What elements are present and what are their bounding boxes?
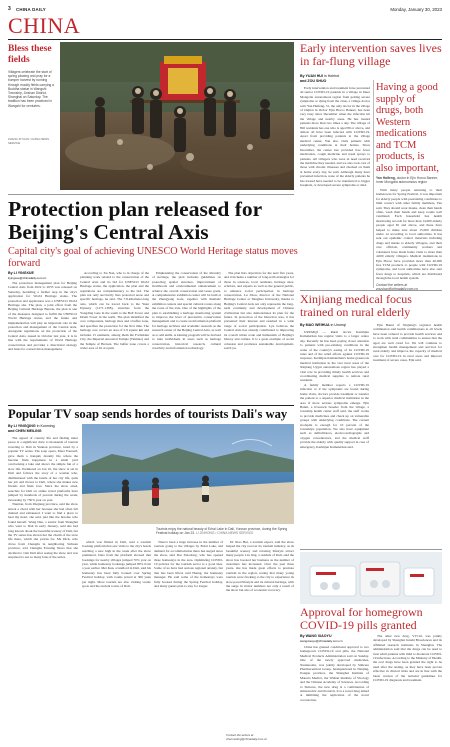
telemed-headline: Early intervention saves lives in far-flung village (300, 41, 442, 68)
drug-author-email: wangxiaoyu@chinadaily.com.cn (300, 639, 343, 643)
drug-headline: Approval for homegrown COVID-19 pills granted (300, 605, 423, 632)
drug-illustration (300, 552, 442, 604)
drug-photo (300, 552, 442, 604)
xinjiang-author: By MAO WEIHUA (300, 323, 330, 327)
section-title: CHINA (8, 13, 81, 38)
bless-headline: Bless these fields (8, 44, 52, 65)
bless-caption: Villagers celebrate the start of spring plowing and pray for a bumper harvest by running through muddy fields carrying a Buddha statue in Wangshi Township, Jinshan District, Shanghai on Saturday. The tradition has been practiced in Wangshi for centuries. (8, 70, 54, 108)
dali-body-2: Tiantian, from Zhejiang province, said the show struck a chord with her because she had often felt drained and exhausted. I want to find a place to heal my heart, she said, just like the heroine who found herself. Wang Dan, a tourist from Shanghai who went to Dali in early January, said she had long known about the beautiful scenery of Dali, but the TV series has shown her the charm of the slow life there, which she yearns for. Ms Dick, who drove from Chengdu in neighboring Sichuan province, told Chengdu Evening News that she decided to visit Dali after seeing the show and was surprised to see so many fans of the series. (8, 502, 78, 559)
drug-body-1: China has granted conditional approval to two homegrown COVID-19 oral pills, the National Medical Products Administration said on Sunday. One of the newly approved medicines, Xiannuoxin, was jointly developed by Simcere Pharmaceutical Group, headquartered in Nanjing, Jiangsu province, the Shanghai Institute of Materia Medica, the Wuhan Institute of Virology and the Chinese Academy of Sciences. According to Simcere, the new drug is a combination of simnotrelvir and ritonavir. It is a novel drug aimed at inhibiting the replication of the novel coronavirus. (300, 645, 369, 702)
dali-author: By LI YINGQING (8, 424, 36, 428)
drug-byline (300, 634, 370, 644)
issue-date: Monday, January 30, 2023 (390, 6, 442, 12)
drug-col-1 (300, 645, 369, 742)
telemed-column-divider (373, 80, 374, 288)
telemed-body-text: Early intervention and treatment have prevented all senior COVID-19 patients in a village in Inner Mongolia autonomous region from getting severe symptoms or dying from the virus, a village doctor said. Yan Haifeng, 51, the only doctor in the village of Oujitai in Ordos' Ejin Horoo Banner, has been very busy since December when the infection hit the village and nearby areas. He has treated patients more than two times a day. The village of 892 residents has one who is aged 80 or above, and almost all have been infected with COVID-19. Apart from providing patients at the village medical center, Yan also visits patients with underlying conditions at their homes. Since December, the center has provided free fever medication, cough medicine and nasal sprays to patients. All villagers who were in need received the medicine they needed, and we also took care of those with chronic illnesses and checked on them at home every day, he said. Although many have prevented infection, none of the elderly patients he has treated have needed to be transferred to bigger hospitals, or developed severe symptoms or died. (300, 86, 370, 187)
beijing-byline (8, 271, 78, 281)
bless-credit: ZHANG XIYUAN / CHINA NEWS SERVICE (8, 137, 50, 145)
beijing-col-2 (80, 271, 149, 403)
beijing-body-1: The protection management plan for Beijing Central Axis from 2022 to 2035 was released on Saturday, heralding a further step in the city's application for World Heritage status. The protection and application was a UNESCO World Heritage site. The plan, a joint effort from the Beijing Cultural Heritage Bureau, the plan is one of the measures designed to fulfill the UNESCO World Heritage status, and the future and implementation will play an important role in the protection and management of the Central Axis. Alongside regulations on the protection of the Central Axis, issued in October last year, it is in line with the requirements of World Heritage conservation and provides a directional strategy and basis for conservation management. (8, 281, 77, 352)
telemed-quote-title: doctor in Ejin Horoo Banner, Inner Mongolia autonomous region (376, 176, 438, 185)
telemed-contact: Contact the writers at zoushuo@chinadaily.com.cn (376, 283, 418, 292)
beijing-body-4: The plan lists objectives for the next five years, and it includes a number of long-term strategies for those in sciences, local residents, heritage sites, scholars, and experts as well as the general public, to enhance social participation in heritage conservation. Lu Zhou, director of the National Heritage Center at Tsinghua University, thanks to Beijing's Central Axis not only represents the long-term continuity and development of Chinese civilization but also demonstrates its plan for the future. In protection of the historical area, it has prevented their interest and resulted in a wide range of social participation. Lyu believes the Central Axis has already contributed to improving its overall urban scale and humanism of Beijing's history and culture. It is a great example of social cohesion and promotes sustainable development, said Lyu. (224, 271, 294, 350)
telemed-quote-name: Yan Haifeng, (376, 176, 396, 180)
dali-col-3 (154, 540, 223, 742)
dali-body-4: There's been a huge increase in the number of tourists going to the villages by Erhai Lake, and demand for accommodation there has surged since the show, said Dai Xiaodong, who has opened three homestays in the area. Optimizing COVID-19 policies for the tourism sector is a good idea. Some of us have had serious regional anxiety, but that has been lifted, said Huang, the homestay manager. He said some of the homestays were fully booked during the Spring Festival holiday, and many guests plan to stay for longer. (154, 540, 223, 589)
beijing-col-4 (224, 271, 294, 403)
dali-top-rule (8, 405, 294, 406)
dali-location: in Kunming (36, 424, 55, 428)
beijing-author: By LI YINGXUE (8, 271, 34, 275)
dali-photo-caption (156, 527, 294, 535)
telemed-pull-quote: Having a good supply of drugs, both Western medications and TCM products, is also important, (376, 82, 439, 174)
xinjiang-top-rule (300, 290, 442, 291)
drug-col-2 (373, 634, 442, 742)
dali-author-2: and CHEN MEILING (8, 429, 42, 433)
beijing-subhead: Capital city's goal of achieving UNESCO World Heritage status moves forward (8, 246, 298, 269)
telemed-body-2-text: With many people returning to their hometowns for Spring Festival, it was important for elderly people with preexisting conditions to limit contact with other family members, Yan said. They should wear masks, clean their hands often, wash their hands and keep rooms well ventilated. Each household has health monitoring records for more than 14,000 elderly people aged 65 and above, and these have helped to make sure about 15,000 children under 14 according to local authorities. It has sent out epidemic control materials including drugs and masks to elderly villagers, and their care officials, community workers and volunteers have made home visits to more than 4,000 elderly villagers. Medical institutions in Ejin Horoo have provided more than 40,000 free TCM products to people with COVID-19 symptoms, and local authorities have also sent fever drugs to hospitals, which are distributed through the local health system. (376, 188, 442, 281)
xinjiang-col-2 (373, 323, 442, 546)
telemed-location: in Hohhot (323, 74, 340, 78)
xinjiang-col-1 (300, 330, 369, 546)
telemed-body-2 (376, 188, 442, 282)
spring-plowing-photo (60, 42, 294, 190)
dali-headline: Popular TV soap sends hordes of tourists Dali's way (8, 407, 288, 421)
dali-col-1 (8, 436, 78, 742)
xinjiang-headline: Xinjiang medical focus trained on rural elderly (300, 292, 412, 319)
dali-body-5: Dr Xiao Hui, a tourism expert, said the show helped the city recover its tourism industry, as its beautiful scenery and relaxing lifestyle attract many people. Lin Jing, a resident of Dali, said the show has boosted her business as the number of customers has increased. Over the past three years, she has made great efforts to promote tourism in the region, noting that many young tourists were flocking to the city to experience its slow-paced lifestyle and its cultural heritage, with the surge in visitor numbers not only a result of the show but also of economic recovery. (226, 540, 294, 593)
telemed-author: By YUAN HUI (300, 74, 323, 78)
beijing-top-rule (8, 194, 294, 195)
xinjiang-byline (300, 323, 370, 328)
dali-body-3: which was filmed in Dali, said a tourism booking platform that saw visits to the city's hotels reaching a new high in the week after the show premiered. Data from the platform showed that bookings for nearby villages jumped 70% year on year, while homestay bookings jumped 80% from a year earlier. Mei Kun, a landlord in Dali, said his homestay has been fully booked over Spring Festival holiday, with rooms priced at 300 yuan per night. More tourists are also visiting scenic spots and the ancient towns of Dali. (82, 540, 151, 589)
dali-body-1: The appeal of country life and finding inner peace is a significant draw to thousands of tourists traveling to Dali in Yunnan province, lured by a popular TV series. The soap opera, Meet Yourself, gave them a tranquil, dreamy life where the heroine finds happiness in a small yard overlooking a lake and shows the simple fun of a slow life. Premiered on Jan 10, the show is set in Dali and follows the story of a woman who, disillusioned with the bustle of her city life, quits her job and moves to Dali, where she makes new friends and finds love. Since the show aired, searches for Dali on online travel platforms have jumped by hundreds of percent during the week, increasing by 750% year on year. (8, 436, 78, 502)
xinjiang-body-2: A family member reports a COVID-19 infection or if the symptoms are found during home visits, doctors provide treatment or transfer the patient to a superior medical institution in the area if more serious symptoms emerge. Ejin Banni, a livestock breeder from the village, a township health center staff said, the staff works to provide medicines and check up on vulnerable groups with underlying conditions. The current stockpile is enough for 10 percent of the township's population. We also have equipment such as defibrillators, electrocardiographs and oxygen concentrators, and the medical staff provide the elderly with quality support in case of emergency, Kerimjan Kamalerhan said. (300, 382, 369, 449)
spring-plowing-illustration (60, 42, 294, 190)
dali-col-2 (82, 540, 151, 742)
telemed-author-2: and ZOU SHUO (300, 79, 327, 83)
dali-col-4 (226, 540, 294, 732)
drug-body-2: The other new drug, VV116, was jointly developed by Shanghai Junshi Biosciences and its affiliated research institutes in Shanghai. The administration said that the drugs can be used to treat adult patients with mild to moderate COVID-19 infections. According to the Ministry of Health, the oral drugs have been granted the right to be used after the testing, as they have been proven effective in clinical trials and are in line with the latest version of the national guidelines for COVID-19 diagnosis and treatment. (373, 634, 442, 683)
dali-caption-text: Tourists enjoy the natural beauty of Erhai Lake in Dali, Yunnan province, during the Spring Festival holiday on Jan 23. (156, 527, 288, 536)
drug-author: By WANG XIAOYU (300, 634, 332, 638)
beijing-author-email: liyingxue@chinadaily.com.cn (8, 276, 47, 280)
publication-name: CHINA DAILY (16, 6, 46, 12)
page-number: 3 (8, 6, 11, 12)
beijing-body-2: According to Xu Nan, who is in charge of the planning work related to the conservation of the Central Axis and its bid for UNESCO World Heritage status, the application, the plan and the regulations are complementary to the bid. The plan not only succinctly lists protected areas and specific heritage, he said. The 7.8-kilometer-long axis, which can be traced back to the Yuan Dynasty (1271-1368), stretches from the Yongding Gate in the south to the Bell Tower and Drum Tower in the north. The plan identified the core components, heritage sites and a buffer zone, and specifies the protection for the first time. The heritage core covers an area of 5.9 square km and includes 15 elements, among them the Forbidden City, the Imperial Ancestral Temple (Taimiao) and the Temple of Heaven. The buffer zone covers a wider area of 45.4 sq km. (80, 271, 149, 350)
dali-photo-credit: LI JINHONG / CHINA NEWS SERVICE (195, 531, 254, 536)
masthead-rule (8, 39, 442, 40)
xinjiang-body-1: URUMQI — Rural doctor Kerimjan Kamalerhan has regular visits to a larger centre day. Recently he has been paying closer attention to patients with pre-existing conditions in the wake of the country's easing of its COVID-19 rules and of the relief efforts against COVID-19 response. Kerimjan Kamalerhan's home grassroots medical institution in the vast rural areas of the Xinjiang Uygur autonomous region has played a vital role in providing timely health services and coordinating medical supplies to remote rural residents. (300, 330, 369, 383)
beijing-col-3 (152, 271, 221, 403)
erhai-lake-illustration (82, 424, 294, 524)
dali-byline (8, 424, 78, 434)
dali-contact: Contact the writers at chenmeiling@chinadaily.com.cn (226, 733, 268, 741)
telemed-byline (300, 74, 370, 84)
beijing-headline: Protection plan released for Beijing's Central Axis (8, 197, 262, 244)
telemed-quote-attribution (376, 176, 442, 184)
erhai-lake-photo (82, 424, 294, 524)
beijing-col-1 (8, 281, 77, 403)
beijing-body-3: Emphasizing the conservation of the diversity of heritage, the plan includes guidelines on protecting spatial structure, improvement of livelihoods and environmental enhancement to achieve the overall conservation and reuse goals. A comprehensive exhibition center will be built at the Zhengyang Gate, together with thematic exhibition centers and special cultural routes along the route of the axis. One of the highlights of the plan is establishing a heritage monitoring system to improve the level of preventive conservation management and to create an information platform for heritage archives and academic research as the research center of the Beijing Central Axis, as well as to add skills. A training program will be devised to train individuals in areas such as heritage conservation, historical research, cultural creativity and information technology. (152, 271, 221, 350)
drug-top-rule (300, 549, 442, 550)
xinjiang-location: in Urumqi (330, 323, 346, 327)
telemed-body (300, 86, 370, 286)
xinjiang-body-3: Ejin Banni of Xinjiang's regional health commission said health commissions at all levels have been ordered to provide health services and to work with rural communities to ensure that the aged are well cared for. We will continue to strengthen health management and services for rural elderly and improve the capacity of medical care for COVID-19 in rural areas and improve treatment of severe cases, Ejin said. (373, 323, 442, 363)
